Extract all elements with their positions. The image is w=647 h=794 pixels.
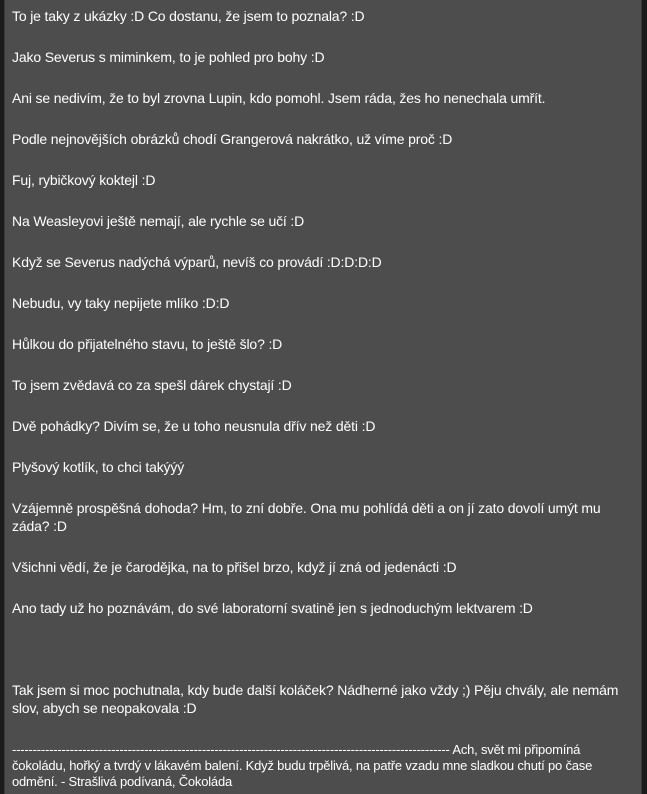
- comment-paragraph-10: To jsem zvědavá co za spešl dárek chystají :D: [12, 377, 292, 393]
- comment-paragraph-6: Na Weasleyovi ještě nemají, ale rychle se učí :D: [12, 213, 305, 229]
- comment-paragraph-1: To je taky z ukázky :D Co dostanu, že jsem to poznala? :D: [12, 8, 365, 24]
- comment-paragraph-11: Dvě pohádky? Divím se, že u toho neusnula dřív než děti :D: [12, 418, 376, 434]
- comment-paragraph-2: Jako Severus s miminkem, to je pohled pro bohy :D: [12, 49, 325, 65]
- comment-paragraph-3: Ani se nedivím, že to byl zrovna Lupin, kdo pomohl. Jsem ráda, žes ho nenechala umřít.: [12, 90, 546, 106]
- comment-body: [12, 7, 634, 794]
- comment-panel: [4, 0, 642, 794]
- comment-paragraph-7: Když se Severus nadýchá výparů, nevíš co provádí :D:D:D:D: [12, 254, 382, 270]
- comment-paragraph-12: Plyšový kotlík, to chci takýýý: [12, 459, 185, 475]
- comment-paragraph-13: Vzájemně prospěšná dohoda? Hm, to zní dobře. Ona mu pohlídá děti a on jí zato dovolí umýt mu záda? :D: [12, 500, 601, 534]
- blank-gap: [12, 640, 634, 681]
- comment-paragraph-4: Podle nejnovějších obrázků chodí Grangerová nakrátko, už víme proč :D: [12, 131, 453, 147]
- comment-closing: Tak jsem si moc pochutnala, kdy bude další koláček? Nádherné jako vždy ;) Pěju chvály, ale nemám slov, abych se neopakovala :D: [12, 682, 619, 716]
- comment-paragraph-9: Hůlkou do přijatelného stavu, to ještě šlo? :D: [12, 336, 283, 352]
- comment-paragraph-5: Fuj, rybičkový koktejl :D: [12, 172, 156, 188]
- comment-paragraph-8: Nebudu, vy taky nepijete mlíko :D:D: [12, 295, 230, 311]
- comment-paragraph-15: Ano tady už ho poznávám, do své laboratorní svatině jen s jednoduchým lektvarem :D: [12, 600, 533, 616]
- comment-paragraph-14: Všichni vědí, že je čarodějka, na to přišel brzo, když jí zná od jedenácti :D: [12, 559, 457, 575]
- signature-quote: ---------------------------------------------------------------------------------------------------------- Ach, svět mi připomíná čokoládu, hořký a tvrdý v lákavém balení. Když budu trpělivá, na patře vzadu mne sladkou chutí po čase odmění. - Strašlivá podívaná, Čokoláda: [12, 742, 593, 789]
